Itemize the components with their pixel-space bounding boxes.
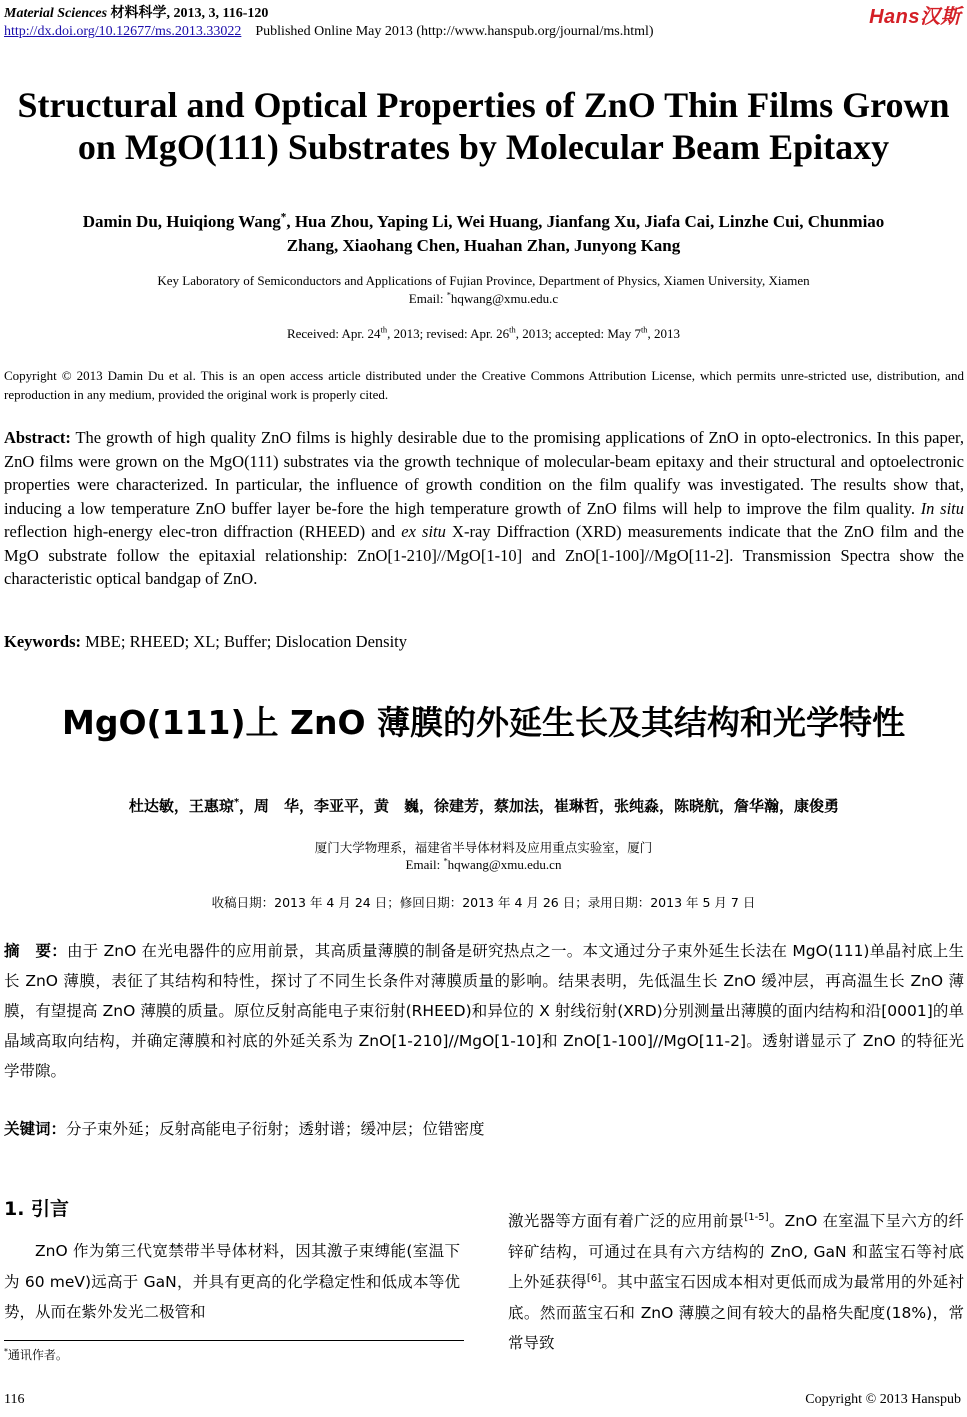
abstract-italic: ex situ: [401, 522, 446, 541]
email-mark: *: [446, 289, 451, 300]
body-text: 激光器等方面有着广泛的应用前景: [508, 1212, 745, 1230]
email-en: [0, 290, 967, 307]
email-address[interactable]: hqwang@xmu.edu.c: [450, 291, 559, 306]
body-text: 。其中蓝宝石因成本相对更低而成为最常用的外延衬底。然而蓝宝石和 ZnO 薄膜之间有较大的晶格失配度(18%)，常常导致: [508, 1273, 964, 1352]
email-mark-cn: *: [443, 855, 448, 866]
abstract-label: Abstract:: [4, 428, 71, 447]
citation-ref[interactable]: [1-5]: [744, 1211, 769, 1223]
authors-en-part1: Damin Du, Huiqiong Wang: [82, 212, 281, 231]
doi-link[interactable]: http://dx.doi.org/10.12677/ms.2013.33022: [4, 24, 242, 39]
footnote-mark: *: [4, 1347, 8, 1356]
section-heading: 1. 引言: [4, 1198, 70, 1220]
received-dates-cn: 收稿日期：2013 年 4 月 24 日；修回日期：2013 年 4 月 26 日；录用日期：2013 年 5 月 7 日: [211, 895, 756, 910]
authors-cn: [4, 795, 964, 816]
abstract-cn-label: 摘 要：: [4, 942, 67, 960]
affiliation-en: Key Laboratory of Semiconductors and Applications of Fujian Province, Department of Physics, Xiamen University, Xiamen: [157, 273, 810, 288]
citation-ref[interactable]: [6]: [586, 1272, 602, 1284]
body-column-right: [508, 1206, 964, 1359]
title-en-line1: Structural and Optical Properties of ZnO Thin Films Grown: [17, 85, 950, 125]
keywords-cn-label: 关键词：: [4, 1120, 67, 1138]
keywords-text: MBE; RHEED; XL; Buffer; Dislocation Density: [81, 632, 407, 651]
body-column-left: ZnO 作为第三代宽禁带半导体材料，因其激子束缚能(室温下为 60 meV)远高于 GaN，并具有更高的化学稳定性和低成本等优势，从而在紫外发光二极管和: [4, 1242, 460, 1321]
received-part: Received: Apr. 24: [286, 326, 381, 341]
abstract-text: The growth of high quality ZnO films is highly desirable due to the promising applications of ZnO in opto-electronics. In this paper, ZnO films were grown on the MgO(111) substrates via the growth technique of molecular-beam epitaxy and their structural and optoelectronic properties were characterized. In particular, the influence of growth condition on the film qualify was investigated. The results show that, inducing a low temperature ZnO buffer layer be-fore the high temperature growth of ZnO films will help to improve the film quality.: [4, 428, 964, 518]
authors-en: [10, 210, 957, 258]
ordinal-suffix: th: [640, 324, 648, 335]
corresponding-mark-cn: *: [233, 797, 240, 808]
abstract-italic: In situ: [920, 498, 964, 518]
footer-copyright: Copyright © 2013 Hanspub: [805, 1392, 961, 1407]
corresponding-mark: *: [280, 211, 287, 224]
title-en-line2: on MgO(111) Substrates by Molecular Beam Epitaxy: [77, 127, 890, 167]
paper-title-en: [0, 84, 967, 168]
doi-line: [4, 24, 654, 40]
accepted-part: , 2013; accepted: May 7: [515, 326, 641, 341]
authors-en-part2: , Hua Zhou, Yaping Li, Wei Huang, Jianfang Xu, Jiafa Cai, Linzhe Cui, Chunmiao: [286, 212, 885, 231]
journal-name: Material Sciences: [4, 6, 108, 21]
journal-header: [4, 2, 268, 22]
published-online: Published Online May 2013 (http://www.hanspub.org/journal/ms.html): [255, 24, 654, 39]
authors-cn-part2: ，周 华，李亚平，黄 巍，徐建芳，蔡加法，崔琳哲，张纯淼，陈晓航，詹华瀚，康俊勇: [239, 797, 840, 815]
abstract-cn: [4, 936, 964, 1086]
keywords-label: Keywords:: [4, 632, 81, 651]
abstract-en: [4, 426, 964, 591]
keywords-cn-text: 分子束外延；反射高能电子衍射；透射谱；缓冲层；位错密度: [66, 1120, 485, 1138]
email-label-cn: Email:: [405, 857, 444, 872]
ordinal-suffix: th: [380, 324, 388, 335]
email-label: Email:: [408, 291, 447, 306]
hanspub-logo: Hans汉斯: [869, 6, 961, 28]
year-part: , 2013: [647, 326, 681, 341]
copyright-notice: Copyright © 2013 Damin Du et al. This is an open access article distributed under the Creative Commons Attribution License, which permits unre-stricted use, distribution, and reproduction in any medium, provided the original work is properly cited.: [4, 368, 964, 402]
authors-cn-part1: 杜达敏，王惠琼: [128, 797, 234, 815]
footnote-rule: [4, 1340, 464, 1341]
page-number: 116: [4, 1392, 25, 1407]
abstract-cn-text: 由于 ZnO 在光电器件的应用前景，其高质量薄膜的制备是研究热点之一。本文通过分子束外延生长法在 MgO(111)单晶衬底上生长 ZnO 薄膜，表征了其结构和特性，探讨了不同生长条件对薄膜质量的影响。结果表明，先低温生长 ZnO 缓冲层，再高温生长 ZnO 薄膜，有望提高 ZnO 薄膜的质量。原位反射高能电子束衍射(RHEED)和异位的 X 射线衍射(XRD)分别测量出薄膜的面内结构和沿[0001]的单晶域高取向结构，并确定薄膜和衬底的外延关系为 ZnO[1-210]//MgO[1-10]和 ZnO[1-100]//MgO[11-2]。透射谱显示了 ZnO 的特征光学带隙。: [4, 942, 964, 1080]
email-address-cn[interactable]: hqwang@xmu.edu.cn: [447, 857, 562, 872]
footnote-text: 通讯作者。: [7, 1348, 68, 1362]
revised-part: , 2013; revised: Apr. 26: [387, 326, 510, 341]
affiliation-cn: 厦门大学物理系，福建省半导体材料及应用重点实验室，厦门: [314, 840, 653, 855]
keywords-cn: [4, 1117, 485, 1139]
email-cn: [0, 857, 967, 873]
footnote: [4, 1346, 68, 1363]
body-text: 。ZnO 在室温下呈六方的纤锌矿结构，可通过在具有六方结构的 ZnO, GaN 和蓝宝石等衬底上外延获得: [508, 1212, 964, 1291]
keywords-en: [4, 632, 407, 652]
received-dates-en: [0, 326, 967, 342]
paper-title-cn: MgO(111)上 ZnO 薄膜的外延生长及其结构和光学特性: [61, 703, 905, 742]
abstract-text: X-ray Diffraction (XRD) measurements indicate that the ZnO film and the MgO substrate follow the epitaxial relationship: ZnO[1-210]//MgO[1-10] and ZnO[1-100]//MgO[11-2]. Transmission Spectra show the characteristic optical bandgap of ZnO.: [4, 522, 964, 588]
abstract-text: reflection high-energy elec-tron diffraction (RHEED) and: [4, 522, 402, 541]
journal-citation: 材料科学, 2013, 3, 116-120: [107, 6, 269, 21]
ordinal-suffix: th: [509, 324, 516, 335]
authors-en-line2: Zhang, Xiaohang Chen, Huahan Zhan, Junyong Kang: [286, 236, 681, 255]
